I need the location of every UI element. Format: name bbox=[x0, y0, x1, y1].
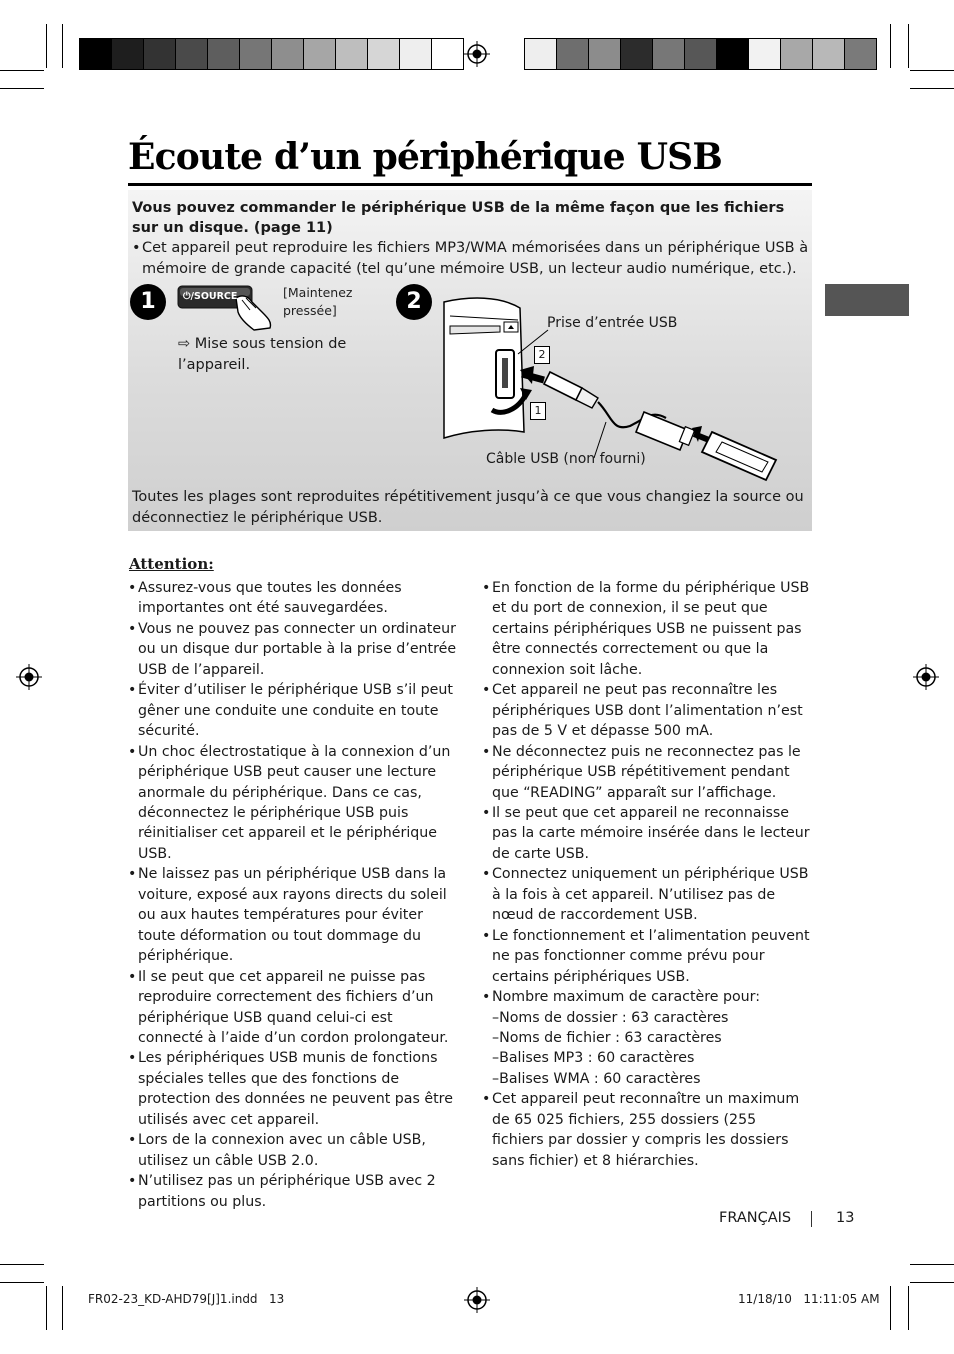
color-swatch bbox=[304, 38, 336, 70]
crop-mark bbox=[890, 1286, 891, 1330]
gray-scale-bar-right bbox=[524, 38, 877, 70]
color-swatch bbox=[240, 38, 272, 70]
crop-mark bbox=[910, 1282, 954, 1283]
color-swatch bbox=[845, 38, 877, 70]
attention-item: • Le fonctionnement et l’alimentation peuvent ne pas fonctionner comme prévu pour certains périphériques USB. bbox=[482, 926, 812, 987]
attention-heading: Attention: bbox=[129, 555, 214, 573]
attention-item: • Lors de la connexion avec un câble USB, utilisez un câble USB 2.0. bbox=[128, 1130, 462, 1171]
color-swatch bbox=[589, 38, 621, 70]
crop-mark bbox=[62, 1286, 63, 1330]
crop-mark bbox=[910, 70, 954, 71]
arrow-right-icon: ⇨ bbox=[178, 336, 191, 352]
page-title: Écoute d’un périphérique USB bbox=[128, 136, 723, 178]
color-swatch bbox=[432, 38, 464, 70]
attention-item: • Éviter d’utiliser le périphérique USB s’il peut gêner une conduite une conduite en toute sécurité. bbox=[128, 680, 462, 741]
crop-mark bbox=[0, 70, 44, 71]
callout-2: 2 bbox=[534, 346, 550, 364]
attention-item: • Il se peut que cet appareil ne puisse pas reproduire correctement des fichiers d’un périphérique USB quand celui-ci est connecté à l’aide d’un cordon prolongateur. bbox=[128, 967, 462, 1049]
color-swatch bbox=[717, 38, 749, 70]
step-1-badge: 1 bbox=[130, 284, 166, 320]
intro-bullet: • Cet appareil peut reproduire les fichiers MP3/WMA mémorisées dans un périphérique USB à mémoire de grande capacité (tel qu’une mémoire USB, un lecteur audio numérique, etc.). bbox=[132, 240, 809, 277]
step-2-badge: 2 bbox=[396, 284, 432, 320]
attention-list-right bbox=[482, 578, 812, 1171]
attention-item: –Balises WMA : 60 caractères bbox=[492, 1070, 701, 1087]
crop-mark bbox=[46, 24, 47, 68]
color-swatch bbox=[749, 38, 781, 70]
registration-mark-icon bbox=[464, 41, 490, 67]
color-swatch bbox=[272, 38, 304, 70]
intro-text: Vous pouvez commander le périphérique USB de la même façon que les fichiers sur un disque. (page 11) bbox=[132, 200, 785, 236]
color-swatch bbox=[685, 38, 717, 70]
crop-mark bbox=[910, 1264, 954, 1265]
crop-mark bbox=[62, 24, 63, 68]
color-swatch bbox=[781, 38, 813, 70]
gray-scale-bar-left bbox=[79, 38, 464, 70]
slug-timestamp: 11/18/10 11:11:05 AM bbox=[738, 1292, 880, 1306]
color-swatch bbox=[79, 38, 112, 70]
attention-item: • Cet appareil ne peut pas reconnaître les périphériques USB dont l’alimentation n’est pas de 5 V et dépasse 500 mA. bbox=[482, 680, 812, 741]
attention-item: • En fonction de la forme du périphérique USB et du port de connexion, il se peut que certains périphériques USB ne puissent pas être connectés correctement ou que la connexion soit lâche. bbox=[482, 578, 812, 680]
attention-item: • Connectez uniquement un périphérique USB à la fois à cet appareil. N’utilisez pas de nœud de raccordement USB. bbox=[482, 864, 812, 925]
callout-1: 1 bbox=[530, 402, 546, 420]
intro-bullet-text: Cet appareil peut reproduire les fichiers MP3/WMA mémorisées dans un périphérique USB à mémoire de grande capacité (tel qu’une mémoire USB, un lecteur audio numérique, etc.). bbox=[142, 240, 809, 277]
color-swatch bbox=[621, 38, 653, 70]
color-swatch bbox=[176, 38, 208, 70]
crop-mark bbox=[890, 24, 891, 68]
attention-item: • Vous ne pouvez pas connecter un ordinateur ou un disque dur portable à la prise d’entrée USB de l’appareil. bbox=[128, 619, 462, 680]
crop-mark bbox=[910, 88, 954, 89]
slug-filename: FR02-23_KD-AHD79[J]1.indd 13 bbox=[88, 1292, 285, 1306]
crop-mark bbox=[0, 1282, 44, 1283]
color-swatch bbox=[813, 38, 845, 70]
hold-instruction: [Maintenez pressée] bbox=[283, 285, 353, 318]
crop-mark bbox=[46, 1286, 47, 1330]
section-tab bbox=[825, 284, 909, 316]
label-usb-input: Prise d’entrée USB bbox=[547, 315, 678, 331]
attention-item: • Les périphériques USB munis de fonctions spéciales telles que des fonctions de protection des données ne peuvent pas être utilisés avec cet appareil. bbox=[128, 1048, 462, 1130]
color-swatch bbox=[208, 38, 240, 70]
color-swatch bbox=[557, 38, 589, 70]
color-swatch bbox=[368, 38, 400, 70]
title-rule bbox=[128, 183, 812, 186]
attention-item: –Noms de dossier : 63 caractères bbox=[492, 1009, 729, 1026]
attention-list-left bbox=[128, 578, 462, 1212]
crop-mark bbox=[0, 1264, 44, 1265]
attention-item: –Noms de fichier : 63 caractères bbox=[492, 1029, 722, 1046]
attention-item: • Il se peut que cet appareil ne reconnaisse pas la carte mémoire insérée dans le lecteur de carte USB. bbox=[482, 803, 812, 864]
attention-item: • Nombre maximum de caractère pour: bbox=[482, 987, 812, 1007]
attention-item: • Ne laissez pas un périphérique USB dans la voiture, exposé aux rayons directs du soleil ou aux hautes températures pour éviter toute déformation ou tout dommage du périphérique. bbox=[128, 864, 462, 966]
color-swatch bbox=[400, 38, 432, 70]
crop-mark bbox=[908, 1286, 909, 1330]
attention-item: • Cet appareil peut reconnaître un maximum de 65 025 fichiers, 255 dossiers (255 fichiers par dossier y compris les dossiers sans fichier) et 8 hiérarchies. bbox=[482, 1089, 812, 1171]
footer-language: FRANÇAIS bbox=[719, 1210, 792, 1226]
attention-item: • Un choc électrostatique à la connexion d’un périphérique USB peut causer une lecture anormale du périphérique. Dans ce cas, déconnectez le périphérique USB puis réinitialiser cet appareil et le périphérique USB. bbox=[128, 742, 462, 865]
registration-mark-icon bbox=[913, 664, 939, 690]
attention-item: • N’utilisez pas un périphérique USB avec 2 partitions ou plus. bbox=[128, 1171, 462, 1212]
repeat-note: Toutes les plages sont reproduites répétitivement jusqu’à ce que vous changiez la source ou déconnectiez le périphérique USB. bbox=[132, 489, 804, 526]
step-1-result: ⇨ Mise sous tension de l’appareil. bbox=[178, 336, 347, 373]
footer-divider bbox=[811, 1211, 812, 1227]
attention-item: –Balises MP3 : 60 caractères bbox=[492, 1050, 695, 1067]
registration-mark-icon bbox=[16, 664, 42, 690]
crop-mark bbox=[908, 24, 909, 68]
crop-mark bbox=[0, 88, 44, 89]
label-usb-cable: Câble USB (non fourni) bbox=[486, 451, 646, 467]
page-number: 13 bbox=[836, 1210, 855, 1226]
registration-mark-icon bbox=[464, 1287, 490, 1313]
color-swatch bbox=[524, 38, 557, 70]
color-swatch bbox=[144, 38, 176, 70]
source-button-label: ⏻/SOURCE bbox=[183, 291, 238, 302]
color-swatch bbox=[112, 38, 144, 70]
attention-item: • Ne déconnectez puis ne reconnectez pas le périphérique USB répétitivement pendant que “READING” apparaît sur l’affichage. bbox=[482, 742, 812, 803]
attention-item: • Assurez-vous que toutes les données importantes ont été sauvegardées. bbox=[128, 578, 462, 619]
color-swatch bbox=[653, 38, 685, 70]
color-swatch bbox=[336, 38, 368, 70]
